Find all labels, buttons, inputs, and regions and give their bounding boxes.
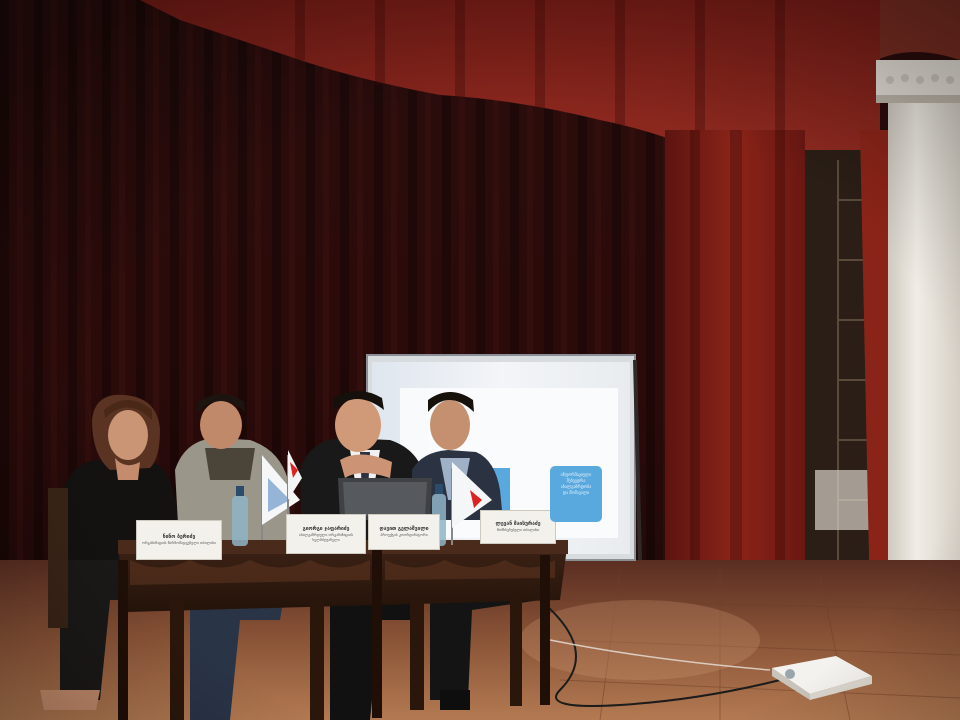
plate-name: ნინო ბერიძე xyxy=(162,534,196,540)
plate-title: მომხსენებელი თბილისი xyxy=(496,528,540,532)
name-plate xyxy=(286,514,366,554)
name-plate xyxy=(136,520,222,560)
slide-line: და მომავალი xyxy=(562,490,590,495)
name-plate xyxy=(480,510,556,544)
plate-name: დავით გელაშვილი xyxy=(379,526,429,532)
slide-info-box xyxy=(550,466,602,522)
plate-title: ახალგაზრდული ორგანიზაციის ხელმძღვანელი xyxy=(298,532,354,542)
slide-line: ახალგაზრდობა xyxy=(560,484,592,489)
name-plate xyxy=(368,514,440,550)
plate-title: პროექტის კოორდინატორი xyxy=(380,533,428,537)
plate-name: ლევან მაისურაძე xyxy=(495,521,541,527)
plate-title: ორგანიზაციის წარმომადგენელი თბილისი xyxy=(141,541,217,545)
slide-line: ინფორმაციული შეხვედრა xyxy=(560,472,592,483)
plate-name: გიორგი ჯაფარიძე xyxy=(302,525,350,532)
